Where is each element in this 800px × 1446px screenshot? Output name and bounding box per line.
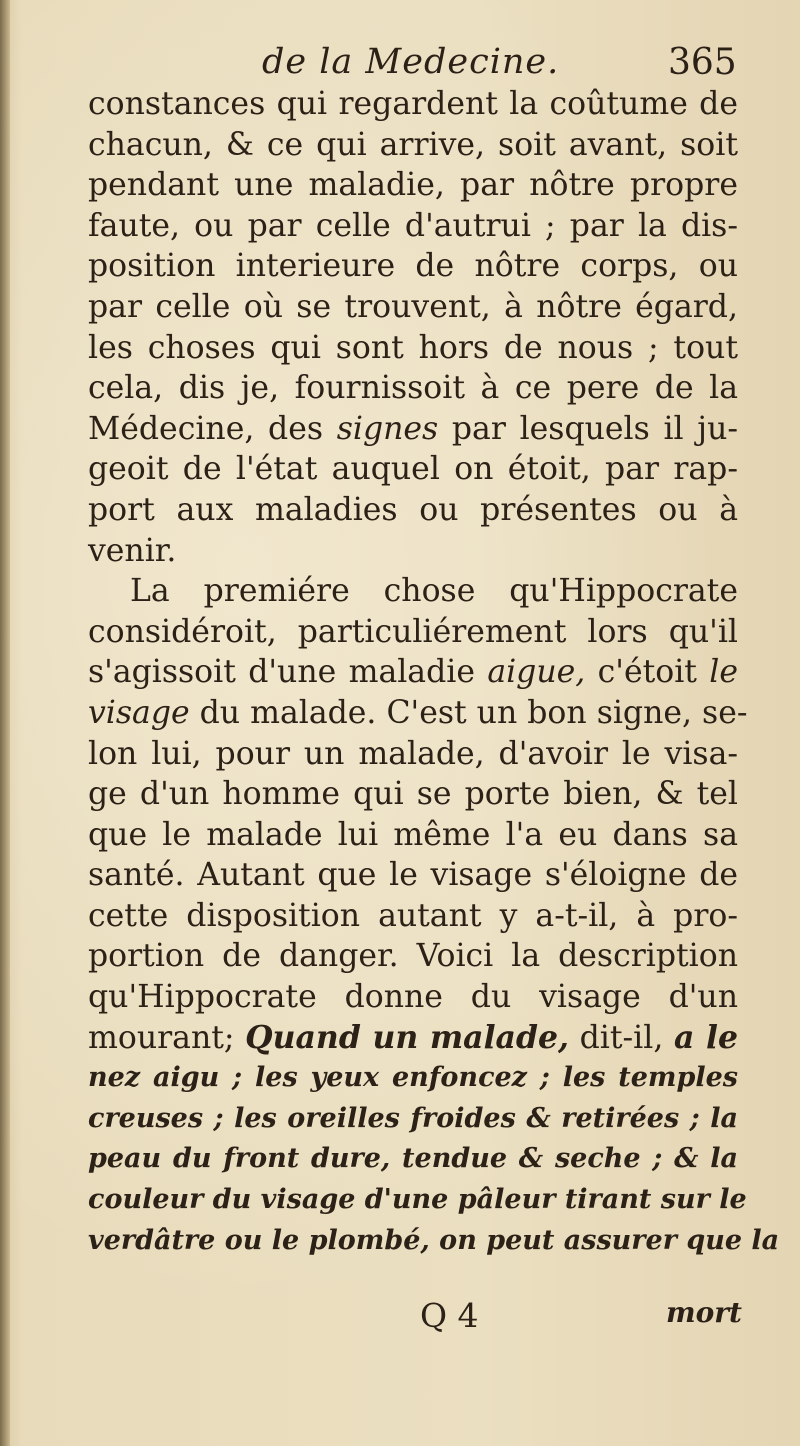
- page-header: [0, 38, 800, 88]
- text-run: par lesquels il ju-: [451, 410, 739, 447]
- italic-line: verdâtre ou le plombé, on peut assurer que la: [88, 1224, 780, 1256]
- text-run: Médecine, des: [88, 410, 324, 447]
- italic-phrase: a le: [673, 1018, 738, 1056]
- text-line: par celle où se trouvent, à nôtre égard,: [88, 288, 738, 325]
- text-line: santé. Autant que le visage s'éloigne de: [88, 857, 738, 894]
- text-line: lon lui, pour un malade, d'avoir le visa-: [88, 735, 738, 772]
- text-line: port aux maladies ou présentes ou à: [88, 491, 738, 528]
- text-line: [88, 1018, 738, 1059]
- text-line: faute, ou par celle d'autrui ; par la dis-: [88, 207, 738, 244]
- running-title: de la Medecine.: [262, 42, 560, 82]
- paragraph-start-line: La premiére chose qu'Hippocrate: [130, 573, 738, 610]
- italic-line: couleur du visage d'une pâleur tirant sur le: [88, 1184, 747, 1216]
- italic-line: peau du front dure, tendue & seche ; & la: [88, 1143, 738, 1175]
- text-line: [88, 409, 738, 450]
- text-line: portion de danger. Voici la description: [88, 938, 738, 975]
- text-line: cette disposition autant y a-t-il, à pro-: [88, 897, 738, 934]
- text-line: constances qui regardent la coûtume de: [88, 86, 738, 122]
- italic-line: creuses ; les oreilles froides & retirées ; la: [88, 1102, 738, 1134]
- text-line: les choses qui sont hors de nous ; tout: [88, 329, 738, 366]
- body-text: [88, 84, 780, 1261]
- text-line: [88, 693, 748, 734]
- text-line: ge d'un homme qui se porte bien, & tel: [88, 776, 738, 813]
- text-line: position interieure de nôtre corps, ou: [88, 248, 738, 285]
- text-line: que le malade lui même l'a eu dans sa: [88, 816, 738, 853]
- text-run: dit-il,: [579, 1019, 664, 1056]
- text-line: qu'Hippocrate donne du visage d'un: [88, 979, 738, 1016]
- signature-mark: Q 4: [420, 1296, 479, 1335]
- italic-word: signes: [336, 410, 439, 447]
- italic-word: le: [709, 654, 739, 691]
- text-line: geoit de l'état auquel on étoit, par rap-: [88, 451, 738, 488]
- italic-word: aigue,: [487, 654, 586, 691]
- text-line: [88, 652, 738, 693]
- italic-phrase: Quand un malade,: [245, 1018, 569, 1056]
- text-line: considéroit, particuliérement lors qu'il: [88, 613, 738, 650]
- page-gutter: [0, 0, 10, 1446]
- text-line: cela, dis je, fournissoit à ce pere de la: [88, 370, 738, 407]
- text-run: du malade. C'est un bon signe, se-: [199, 694, 748, 731]
- page-number: 365: [668, 42, 737, 83]
- text-line: chacun, & ce qui arrive, soit avant, soit: [88, 126, 738, 163]
- text-run: mourant;: [88, 1019, 235, 1056]
- text-line: venir.: [88, 532, 177, 569]
- catchword: mort: [666, 1296, 742, 1329]
- italic-line: nez aigu ; les yeux enfoncez ; les temples: [88, 1062, 738, 1094]
- text-run: c'étoit: [597, 654, 697, 691]
- text-run: s'agissoit d'une maladie: [88, 654, 475, 691]
- page-footer: [0, 1296, 800, 1341]
- text-line: pendant une maladie, par nôtre propre: [88, 167, 738, 204]
- italic-word: visage: [88, 694, 190, 731]
